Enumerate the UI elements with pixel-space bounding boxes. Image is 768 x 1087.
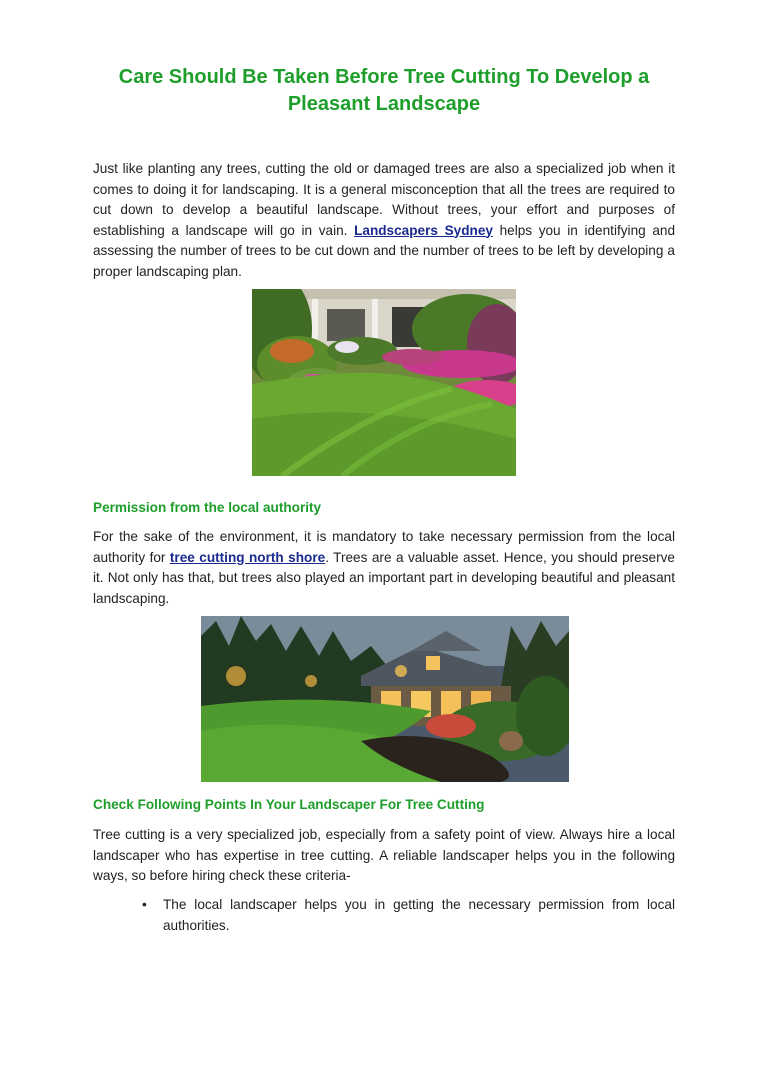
check-points-paragraph: Tree cutting is a very specialized job, especially from a safety point of view. Always hire a local landscaper who has expertise in tree cutting. A reliable landscaper helps you in the following ways, so before hiring check these criteria- <box>93 827 675 883</box>
house-dusk-image <box>201 616 569 782</box>
permission-text-1: For the sake of the environment, it is mandatory to take necessary permission from the local authority for <box>93 529 675 565</box>
garden-lawn-image <box>252 289 516 476</box>
document-title: Care Should Be Taken Before Tree Cutting To Develop a Pleasant Landscape <box>118 66 650 115</box>
section-heading-permission: Permission from the local authority <box>93 500 322 515</box>
bullet-icon: • <box>142 897 147 912</box>
section-heading-check-points: Check Following Points In Your Landscaper For Tree Cutting <box>93 797 485 812</box>
landscapers-sydney-link[interactable]: Landscapers Sydney <box>354 222 493 238</box>
intro-paragraph <box>93 159 675 282</box>
intro-text-1: Just like planting any trees, cutting the old or damaged trees are also a specialized job when it comes to doing it for landscaping. It is a general misconception that all the trees are required to cut down to develop a beautiful landscape. Without trees, your effort and purposes of establishing a landscape will go in vain. <box>93 161 675 238</box>
intro-text-2: helps you in identifying and assessing the number of trees to be cut down and the number of trees to be left by developing a proper landscaping plan. <box>93 222 675 279</box>
tree-cutting-north-shore-link[interactable]: tree cutting north shore <box>169 549 326 565</box>
permission-paragraph <box>93 527 675 609</box>
permission-text-2: . Trees are a valuable asset. Hence, you should preserve it. Not only has that, but trees also played an important part in developing beautiful and pleasant landscaping. <box>93 549 675 606</box>
bullet-text: The local landscaper helps you in getting the necessary permission from local authorities. <box>163 897 675 933</box>
